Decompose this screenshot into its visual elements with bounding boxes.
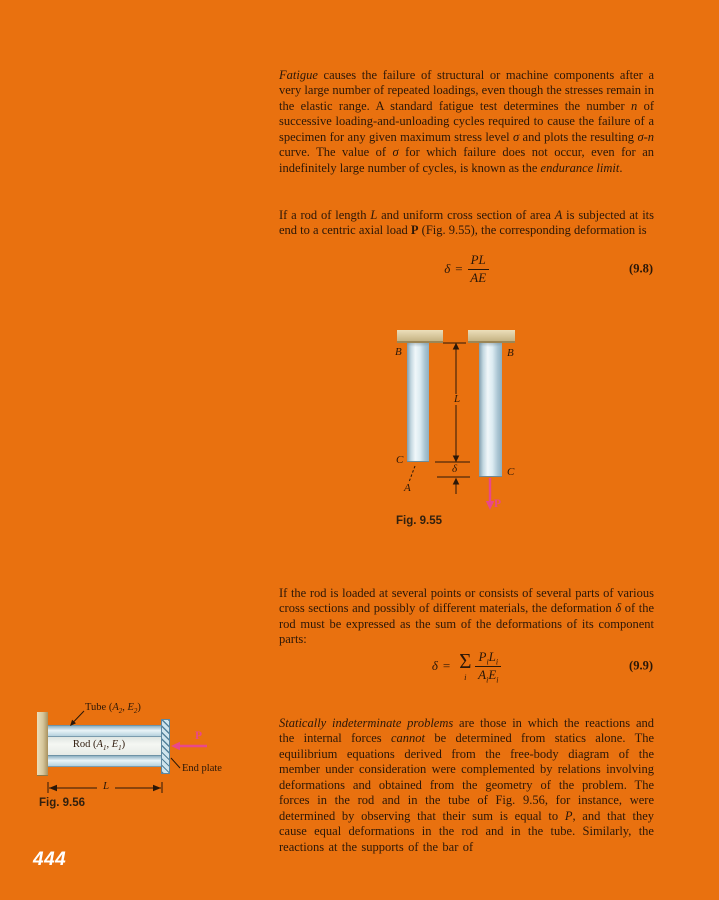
var-A: A	[554, 208, 563, 222]
paragraph-text: for which failure does not occur, even for an indefinitely large number of cycles, is known as the	[279, 145, 655, 175]
sub-1: 1	[118, 744, 122, 753]
paragraph-text: , and that they cause equal deformations in the rod and in the tube. Similarly, the reactions at the supports of the bar of	[279, 808, 654, 854]
paragraph-text: be determined from statics alone. The equilibrium equations derived from the free-body diagram of the member under consideration were complemented by relations involving deformations and obtained from the geometry of the problem. The forces in the rod and in the tube of Fig. 9.56, for instance, were determined by observing that their sum is equal to	[279, 731, 655, 823]
var-A2: A	[112, 702, 119, 713]
paragraph-text: If a rod of length	[279, 208, 371, 222]
var-Ei: E	[488, 666, 497, 682]
point-label-c-left: C	[396, 454, 404, 466]
tube-callout-text: Tube (	[85, 702, 113, 713]
eq98-equals: =	[455, 261, 463, 276]
paragraph-rod-deformation	[279, 208, 654, 239]
term-fatigue: Fatigue	[279, 68, 318, 82]
eq99-fraction	[475, 650, 501, 683]
var-n: n	[630, 98, 638, 113]
tube-callout-text: ,	[122, 702, 128, 713]
paragraph-sum-deformations	[279, 586, 654, 648]
figure-9-55	[392, 328, 522, 533]
paragraph-text: are those in which the reactions and the internal forces	[279, 716, 654, 746]
eq98-fraction	[468, 253, 489, 286]
term-statically-indeterminate: Statically indeterminate problems	[279, 716, 454, 730]
paragraph-text: is subjected at its end to a centric axial load	[279, 208, 654, 238]
var-A1: A	[96, 739, 103, 750]
eq98-denominator: AE	[470, 269, 487, 285]
point-label-b-right: B	[507, 347, 514, 359]
point-label-b-left: B	[395, 346, 402, 358]
paragraph-text: (Fig. 9.55), the corresponding deformation is	[418, 223, 647, 238]
var-E1: E	[111, 739, 119, 750]
dimension-lines-9-55	[392, 328, 522, 533]
var-Li: L	[488, 648, 496, 664]
paragraph-text: of the rod must be expressed as the sum of the deformations of its component parts:	[279, 601, 655, 647]
sub-i: i	[495, 657, 499, 667]
figure-caption-9-55: Fig. 9.55	[396, 515, 443, 527]
eq99-summation	[459, 648, 472, 682]
eq99-numerator	[475, 650, 501, 667]
paragraph-statically-indeterminate	[279, 716, 654, 855]
eq99-denominator	[478, 667, 498, 683]
var-P: P	[564, 808, 573, 823]
sub-2: 2	[118, 707, 123, 716]
paragraph-text: If the rod is loaded at several points or consists of several parts of various cross sections and possibly of different materials, the deformation	[279, 586, 654, 616]
rod-callout-text: Rod (	[72, 739, 97, 750]
rod-callout-text: )	[121, 739, 126, 750]
sub-i: i	[486, 657, 489, 667]
sigma-sum-symbol: Σ	[459, 648, 472, 673]
eq99-number: (9.9)	[629, 658, 653, 673]
eq98-number: (9.8)	[629, 261, 653, 276]
paragraph-text: curve. The value of	[279, 145, 393, 160]
rod-callout	[49, 740, 149, 751]
equation-9-9	[279, 644, 654, 688]
sub-i: i	[496, 675, 499, 685]
sum-index: i	[464, 671, 467, 682]
eq99-delta: δ	[431, 658, 438, 673]
var-E2: E	[127, 702, 134, 713]
var-Pi: P	[478, 648, 487, 664]
force-label-p: P	[195, 730, 203, 742]
var-P: P	[410, 223, 419, 238]
length-label: L	[449, 394, 465, 405]
paragraph-fatigue	[279, 68, 654, 176]
paragraph-text: of successive loading-and-unloading cycles required to cause the failure of a specimen for any given maximum stress level	[279, 98, 655, 144]
var-sigma: σ	[513, 129, 520, 144]
equation-9-8	[279, 250, 654, 288]
figure-9-56	[28, 700, 228, 815]
sub-1: 1	[102, 744, 107, 753]
sub-2: 2	[133, 707, 138, 716]
eq99-equals: =	[442, 658, 451, 673]
paragraph-text: and uniform cross section of area	[377, 208, 555, 222]
var-sigma: σ	[392, 145, 399, 160]
eq98-delta: δ	[444, 261, 451, 276]
sub-i: i	[486, 675, 489, 685]
var-delta: δ	[615, 601, 622, 616]
tube-callout-text: )	[137, 702, 141, 713]
page-number: 444	[33, 849, 67, 870]
var-Ai: A	[478, 666, 487, 682]
paragraph-text: causes the failure of structural or machine components after a very large number of repeated loadings, even though the stresses remain in the elastic range. A standard fatigue test determines the number	[279, 68, 654, 113]
var-sigma-n: σ-n	[637, 129, 655, 144]
point-label-c-right: C	[507, 466, 515, 478]
point-label-a: A	[404, 482, 411, 494]
eq98-numerator: PL	[468, 253, 489, 270]
force-label-p: P	[494, 498, 502, 510]
paragraph-text: .	[619, 160, 623, 175]
delta-label: δ	[452, 463, 458, 475]
rod-callout-text: ,	[106, 739, 112, 750]
term-cannot: cannot	[391, 731, 426, 746]
length-label: L	[97, 781, 115, 792]
paragraph-text: and plots the resulting	[519, 129, 638, 144]
figure-caption-9-56: Fig. 9.56	[39, 797, 86, 809]
tube-callout	[85, 703, 141, 714]
end-plate-callout: End plate	[182, 763, 222, 774]
term-endurance-limit: endurance limit	[540, 160, 620, 175]
var-L: L	[370, 208, 378, 222]
